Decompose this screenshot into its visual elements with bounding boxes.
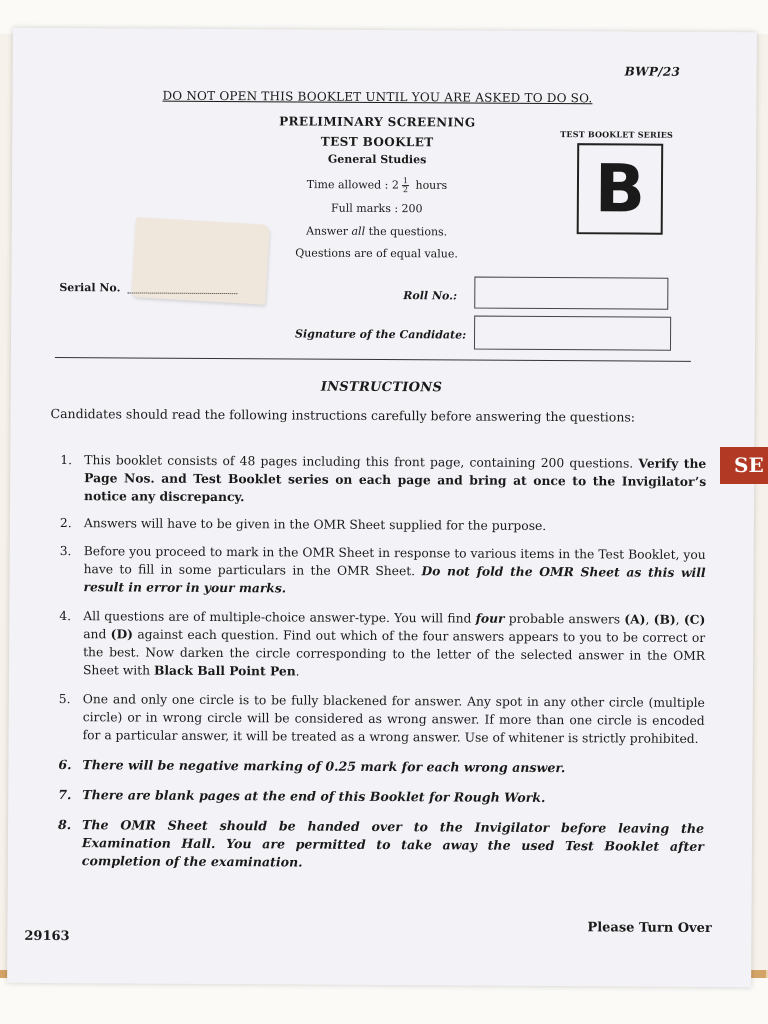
instruction-text: There will be negative marking of 0.25 mark for each wrong answer.: [82, 757, 566, 776]
instruction-text: ,: [675, 612, 684, 627]
instruction-item: [51, 542, 705, 600]
time-allowed-fraction: [402, 177, 409, 194]
instruction-number: 2.: [59, 516, 72, 531]
instruction-text-bold: Verify the Page Nos. and Test Booklet series on each page and bring at once to the Invigilator’s notice any discrepancy.: [84, 455, 707, 505]
divider-line: [55, 357, 691, 362]
instruction-item: [50, 756, 704, 778]
instruction-text: Before you proceed to mark in the OMR Sheet in response to various items in the Test Booklet, you have to fill in some particulars in the OMR Sheet.: [83, 544, 706, 579]
option-c-label: (C): [683, 611, 706, 627]
serial-number-label: Serial No.: [59, 281, 121, 295]
instruction-text: The OMR Sheet should be handed over to the Invigilator before leaving the Examination Hall. You are permitted to take away the used Test Booklet after completion of the examination.: [81, 817, 705, 870]
instruction-text: .: [295, 664, 300, 679]
time-fraction-numerator: 1: [402, 176, 409, 186]
instruction-text: ,: [645, 612, 654, 627]
instruction-text-bold: Black Ball Point Pen: [153, 662, 296, 679]
instruction-number: 3.: [59, 544, 72, 559]
time-allowed: [232, 176, 522, 195]
time-allowed-unit: hours: [415, 178, 448, 192]
instruction-text: Answers will have to be given in the OMR Sheet supplied for the purpose.: [83, 516, 547, 534]
exam-name: PRELIMINARY SCREENING: [279, 114, 476, 130]
instructions-title: INSTRUCTIONS: [320, 379, 443, 396]
instruction-text-emphasis: four: [475, 610, 505, 626]
footer-booklet-number: 29163: [24, 928, 70, 945]
subject-name: General Studies: [327, 152, 427, 167]
instruction-number: 5.: [58, 692, 71, 707]
option-d-label: (D): [110, 626, 134, 642]
full-marks: Full marks : 200: [331, 201, 423, 216]
instruction-text: probable answers: [504, 611, 625, 627]
please-turn-over: Please Turn Over: [587, 920, 712, 937]
do-not-open-warning: DO NOT OPEN THIS BOOKLET UNTIL YOU ARE ASKED TO DO SO.: [162, 88, 593, 106]
instruction-number: 8.: [58, 817, 72, 833]
instruction-item: [51, 690, 705, 748]
series-letter: B: [594, 149, 646, 228]
equal-value-note: Questions are of equal value.: [295, 246, 458, 261]
answer-all-pre: Answer: [306, 224, 352, 238]
answer-all-emphasis: all: [351, 224, 366, 238]
signature-label: Signature of the Candidate:: [295, 327, 467, 342]
roll-number-box: [474, 277, 668, 310]
instruction-number: 7.: [58, 787, 72, 803]
series-label: TEST BOOKLET SERIES: [560, 129, 674, 140]
instruction-item: [50, 786, 704, 808]
instructions-intro: Candidates should read the following instructions carefully before answering the questions:: [50, 405, 636, 425]
instruction-number: 6.: [58, 757, 72, 773]
instruction-item: [52, 451, 706, 509]
answer-all-note: [232, 224, 522, 239]
answer-all-post: the questions.: [365, 224, 448, 239]
edge-tab-label: SE: [720, 447, 768, 484]
booklet-code: BWP/23: [624, 64, 681, 79]
instruction-item: [52, 514, 706, 536]
booklet-title: TEST BOOKLET: [320, 134, 434, 150]
instruction-text: One and only one circle is to be fully blackened for answer. Any spot in any other circle (multiple circle) or in wrong circle will be considered as wrong answer. If more than one circle is encoded for a particular answer, it will be treated as a wrong answer. Use of whitener is strictly prohibited.: [82, 692, 705, 746]
serial-number-field: [127, 281, 237, 294]
instruction-text: There are blank pages at the end of this Booklet for Rough Work.: [82, 787, 546, 806]
instruction-text: This booklet consists of 48 pages including this front page, containing 200 questions.: [84, 453, 639, 471]
instructions-list: [50, 451, 707, 874]
option-b-label: (B): [653, 611, 676, 627]
time-fraction-denominator: 2: [402, 185, 409, 195]
time-allowed-whole: 2: [391, 178, 399, 192]
option-a-label: (A): [624, 611, 646, 627]
instruction-number: 1.: [60, 453, 73, 468]
instruction-item: [50, 816, 704, 874]
booklet-cover-page: [7, 28, 757, 988]
time-allowed-prefix: Time allowed :: [306, 178, 389, 192]
instruction-text: All questions are of multiple-choice answer-type. You will find: [83, 609, 476, 626]
instruction-text: against each question. Find out which of the four answers appears to you to be correct or the best. Now darken the circle corresponding to the letter of the selected answer in the OMR Sheet with: [82, 627, 706, 678]
roll-number-label: Roll No.:: [403, 289, 458, 303]
series-box: [577, 143, 664, 235]
signature-box: [474, 316, 671, 351]
instruction-item: [51, 607, 705, 683]
instruction-text: and: [83, 627, 111, 642]
instruction-number: 4.: [59, 609, 72, 624]
instruction-text-emphasis: Do not fold the OMR Sheet as this will result in error in your marks.: [83, 563, 706, 596]
